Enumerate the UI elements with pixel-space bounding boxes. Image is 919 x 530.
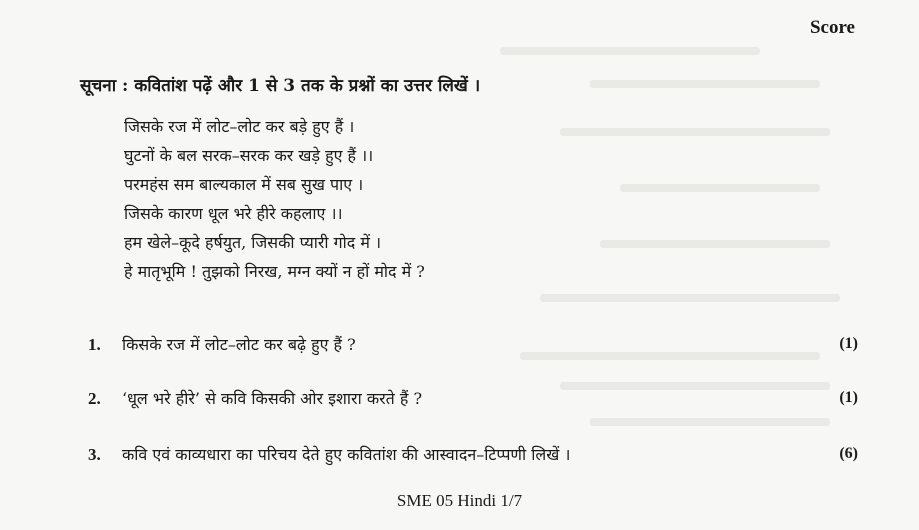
poem-stanza [124, 112, 425, 286]
bleed-through-line [590, 418, 830, 426]
score-label: Score [809, 17, 855, 38]
question-marks: (1) [839, 389, 858, 406]
question-number: 3. [88, 445, 101, 464]
bleed-through-line [500, 47, 760, 55]
question-text: किसके रज में लोट–लोट कर बढ़े हुए हैं ? [122, 335, 356, 354]
question-3 [88, 443, 858, 465]
question-number: 2. [88, 389, 101, 408]
poem-line: घुटनों के बल सरक–सरक कर खड़े हुए हैं ।। [124, 146, 374, 165]
question-2 [88, 387, 858, 409]
bleed-through-line [540, 294, 840, 302]
page-footer: SME 05 Hindi 1/7 [396, 491, 523, 510]
question-text: कवि एवं काव्यधारा का परिचय देते हुए कवितांश की आस्वादन–टिप्पणी लिखें । [122, 445, 571, 464]
poem-line: हम खेले–कूदे हर्षयुत, जिसकी प्यारी गोद में । [124, 233, 382, 252]
bleed-through-line [620, 184, 820, 192]
poem-line: परमहंस सम बाल्यकाल में सब सुख पाए । [124, 175, 364, 194]
question-text: ‘धूल भरे हीरे’ से कवि किसकी ओर इशारा करते हैं ? [122, 389, 423, 408]
bleed-through-line [590, 80, 820, 88]
poem-line: हे मातृभूमि ! तुझको निरख, मग्न क्यों न हों मोद में ? [124, 262, 425, 281]
question-1 [88, 333, 858, 355]
bleed-through-line [560, 128, 830, 136]
instruction-text: सूचना : कवितांश पढ़ें और 1 से 3 तक के प्रश्नों का उत्तर लिखें । [80, 76, 481, 96]
poem-line: जिसके रज में लोट–लोट कर बड़े हुए हैं । [124, 117, 355, 136]
question-marks: (1) [839, 335, 858, 352]
poem-line: जिसके कारण धूल भरे हीरे कहलाए ।। [124, 204, 343, 223]
question-marks: (6) [839, 445, 858, 462]
question-number: 1. [88, 335, 101, 354]
bleed-through-line [600, 240, 830, 248]
